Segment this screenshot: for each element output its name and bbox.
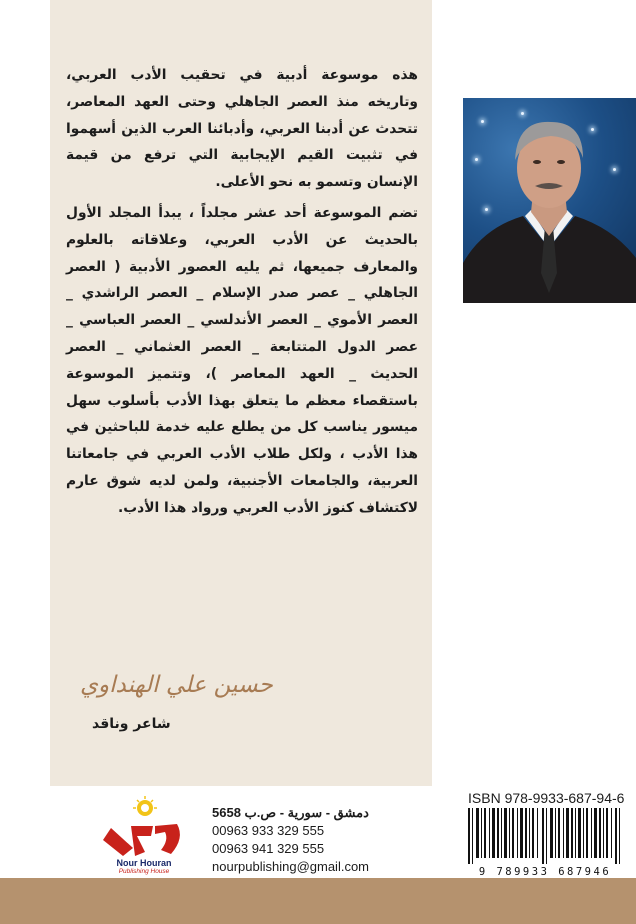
blurb-paragraph-2: تضم الموسوعة أحد عشر مجلداً ، يبدأ المجلد الأول بالحديث عن الأدب العربي، وعلاقاته بالعلوم والمعارف جميعها، ثم يليه العصور الأدبية ( العصر الجاهلي _ عصر صدر الإسلام _ العصر الراشدي _ العصر الأموي _ العصر الأندلسي _ العصر العباسي _ عصر الدول المتتابعة _ العصر العثماني _ العصر الحديث _ العهد المعاصر )، وتتميز الموسوعة باستقصاء معظم ما يتعلق بهذا الأدب بأسلوب سهل ميسور يناسب كل من يطلع عليه خدمة للباحثين في هذا الأدب ، ولكل طلاب الأدب العربي في جامعاتنا العربية، والجامعات الأجنبية، ولمن لديه شوق عارم لاكتشاف كنوز الأدب العربي ورواد هذا الأدب.	[66, 204, 418, 516]
publisher-subtitle: Publishing House	[118, 868, 170, 875]
barcode-digits: 9 789933 687946	[460, 866, 630, 878]
author-photo	[463, 98, 636, 303]
isbn-label: ISBN 978-9933-687-94-6	[468, 790, 625, 806]
publisher-name: Nour Houran	[116, 858, 172, 868]
publisher-phone-1: 00963 933 329 555	[212, 823, 325, 838]
back-cover-blurb	[66, 62, 418, 522]
publisher-address: دمشق - سورية - ص.ب 5658	[212, 805, 369, 820]
barcode-icon	[460, 808, 630, 864]
publisher-contact	[212, 804, 382, 876]
bottom-band	[0, 878, 636, 924]
isbn-barcode	[460, 808, 630, 878]
publisher-phone-2: 00963 941 329 555	[212, 841, 325, 856]
author-portrait-icon	[463, 98, 636, 303]
author-role: شاعر وناقد	[92, 716, 171, 732]
publisher-email: nourpublishing@gmail.com	[212, 859, 369, 874]
blurb-paragraph-1: هذه موسوعة أدبية في تحقيب الأدب العربي، وتاريخه منذ العصر الجاهلي وحتى العهد المعاصر، تتحدث عن أدبنا العربي، وأدبائنا العرب الذين أسهموا في تثبيت القيم الإيجابية التي ترفع من قيمة الإنسان وتسمو به نحو الأعلى.	[66, 67, 418, 191]
author-signature: حسين علي الهنداوي	[80, 672, 273, 698]
